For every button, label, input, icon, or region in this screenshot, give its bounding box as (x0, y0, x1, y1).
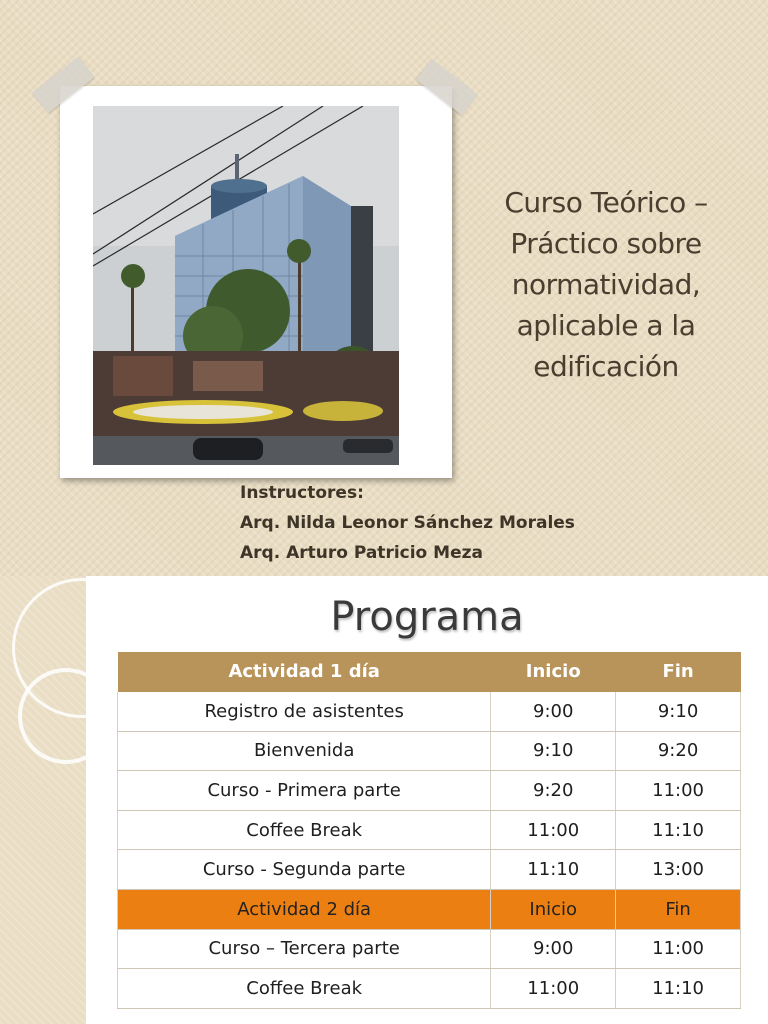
cell-activity: Curso - Primera parte (118, 771, 491, 811)
cell-activity: Registro de asistentes (118, 692, 491, 732)
schedule-table (117, 652, 741, 1009)
cell-activity: Curso – Tercera parte (118, 929, 491, 969)
cell-start: 9:20 (491, 771, 616, 811)
day2-header-row (118, 890, 741, 930)
program-panel (86, 576, 768, 1024)
instructors-block (240, 478, 575, 568)
program-title: Programa (330, 594, 524, 640)
cell-activity: Coffee Break (118, 810, 491, 850)
cell-end: 13:00 (616, 850, 741, 890)
cell-start: 9:00 (491, 692, 616, 732)
instructors-heading: Instructores: (240, 483, 364, 503)
table-row (118, 692, 741, 732)
cell-start: 9:10 (491, 731, 616, 771)
cell-start: 11:00 (491, 969, 616, 1009)
header-end: Fin (616, 652, 741, 692)
day2-activity-header: Actividad 2 día (118, 890, 491, 930)
table-header-row (118, 652, 741, 692)
building-photo (93, 106, 399, 465)
table-row (118, 969, 741, 1009)
day2-end-header: Fin (616, 890, 741, 930)
cell-activity: Bienvenida (118, 731, 491, 771)
cell-start: 11:00 (491, 810, 616, 850)
cell-activity: Curso - Segunda parte (118, 850, 491, 890)
slide-title: Curso Teórico – Práctico sobre normatividad, aplicable a la edificación (504, 186, 708, 383)
header-activity: Actividad 1 día (118, 652, 491, 692)
program-slide (0, 576, 768, 1024)
cell-end: 11:00 (616, 771, 741, 811)
table-row (118, 771, 741, 811)
table-row (118, 929, 741, 969)
table-row (118, 850, 741, 890)
day2-start-header: Inicio (491, 890, 616, 930)
photo-frame (60, 86, 452, 478)
instructor-name: Arq. Nilda Leonor Sánchez Morales (240, 513, 575, 533)
cell-end: 9:20 (616, 731, 741, 771)
building-illustration (93, 106, 399, 465)
cell-activity: Coffee Break (118, 969, 491, 1009)
cell-end: 9:10 (616, 692, 741, 732)
cell-end: 11:10 (616, 969, 741, 1009)
cell-start: 9:00 (491, 929, 616, 969)
table-row (118, 810, 741, 850)
cell-start: 11:10 (491, 850, 616, 890)
cell-end: 11:00 (616, 929, 741, 969)
header-start: Inicio (491, 652, 616, 692)
instructor-name: Arq. Arturo Patricio Meza (240, 543, 483, 563)
cell-end: 11:10 (616, 810, 741, 850)
table-row (118, 731, 741, 771)
